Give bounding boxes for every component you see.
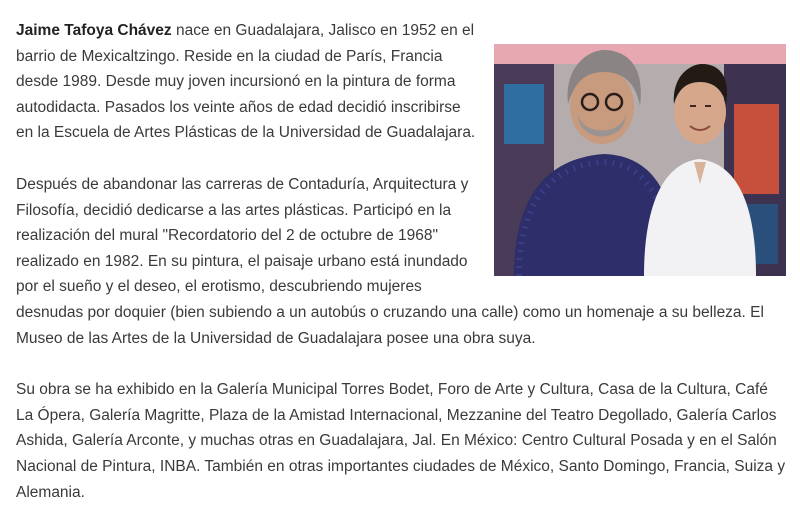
paragraph-exhibitions: Su obra se ha exhibido en la Galería Municipal Torres Bodet, Foro de Arte y Cultura, Casa de la Cultura, Café La Ópera, Galería Magritte, Plaza de la Amistad Internacional, Mezzanine del Teatro Degollado, Galería Carlos Ashida, Galería Arconte, y muchas otras en Guadalajara, Jal. En México: Centro Cultural Posada y en el Salón Nacional de Pintura, INBA. También en otras importantes ciudades de México, Santo Domingo, Francia, Suiza y Alemania. <box>16 381 786 501</box>
article-body <box>16 18 786 505</box>
photo-illustration <box>494 44 786 276</box>
paragraph-1-text: nace en Guadalajara, Jalisco en 1952 en el barrio de Mexicaltzingo. Reside en la ciudad de París, Francia desde 1989. Desde muy joven incursionó en la pintura de forma autodidacta. Pasados los veinte años de edad decidió inscribirse en la Escuela de Artes Plásticas de la Universidad de Guadalajara. <box>16 22 476 142</box>
paragraph-career: Después de abandonar las carreras de Contaduría, Arquitectura y Filosofía, decidió dedicarse a las artes plásticas. Participó en la realización del mural "Recordatorio del 2 de octubre de 1968" realizado en 1982. En su pintura, el paisaje urbano está inundado por el sueño y el deseo, el erotismo, descubriendo mujeres desnudas por doquier (bien subiendo a un autobús o cruzando una calle) como un homenaje a su belleza. El Museo de las Artes de la Universidad de Guadalajara posee una obra suya. <box>16 175 764 347</box>
artist-photo <box>494 44 786 276</box>
artist-name: Jaime Tafoya Chávez <box>16 22 172 39</box>
